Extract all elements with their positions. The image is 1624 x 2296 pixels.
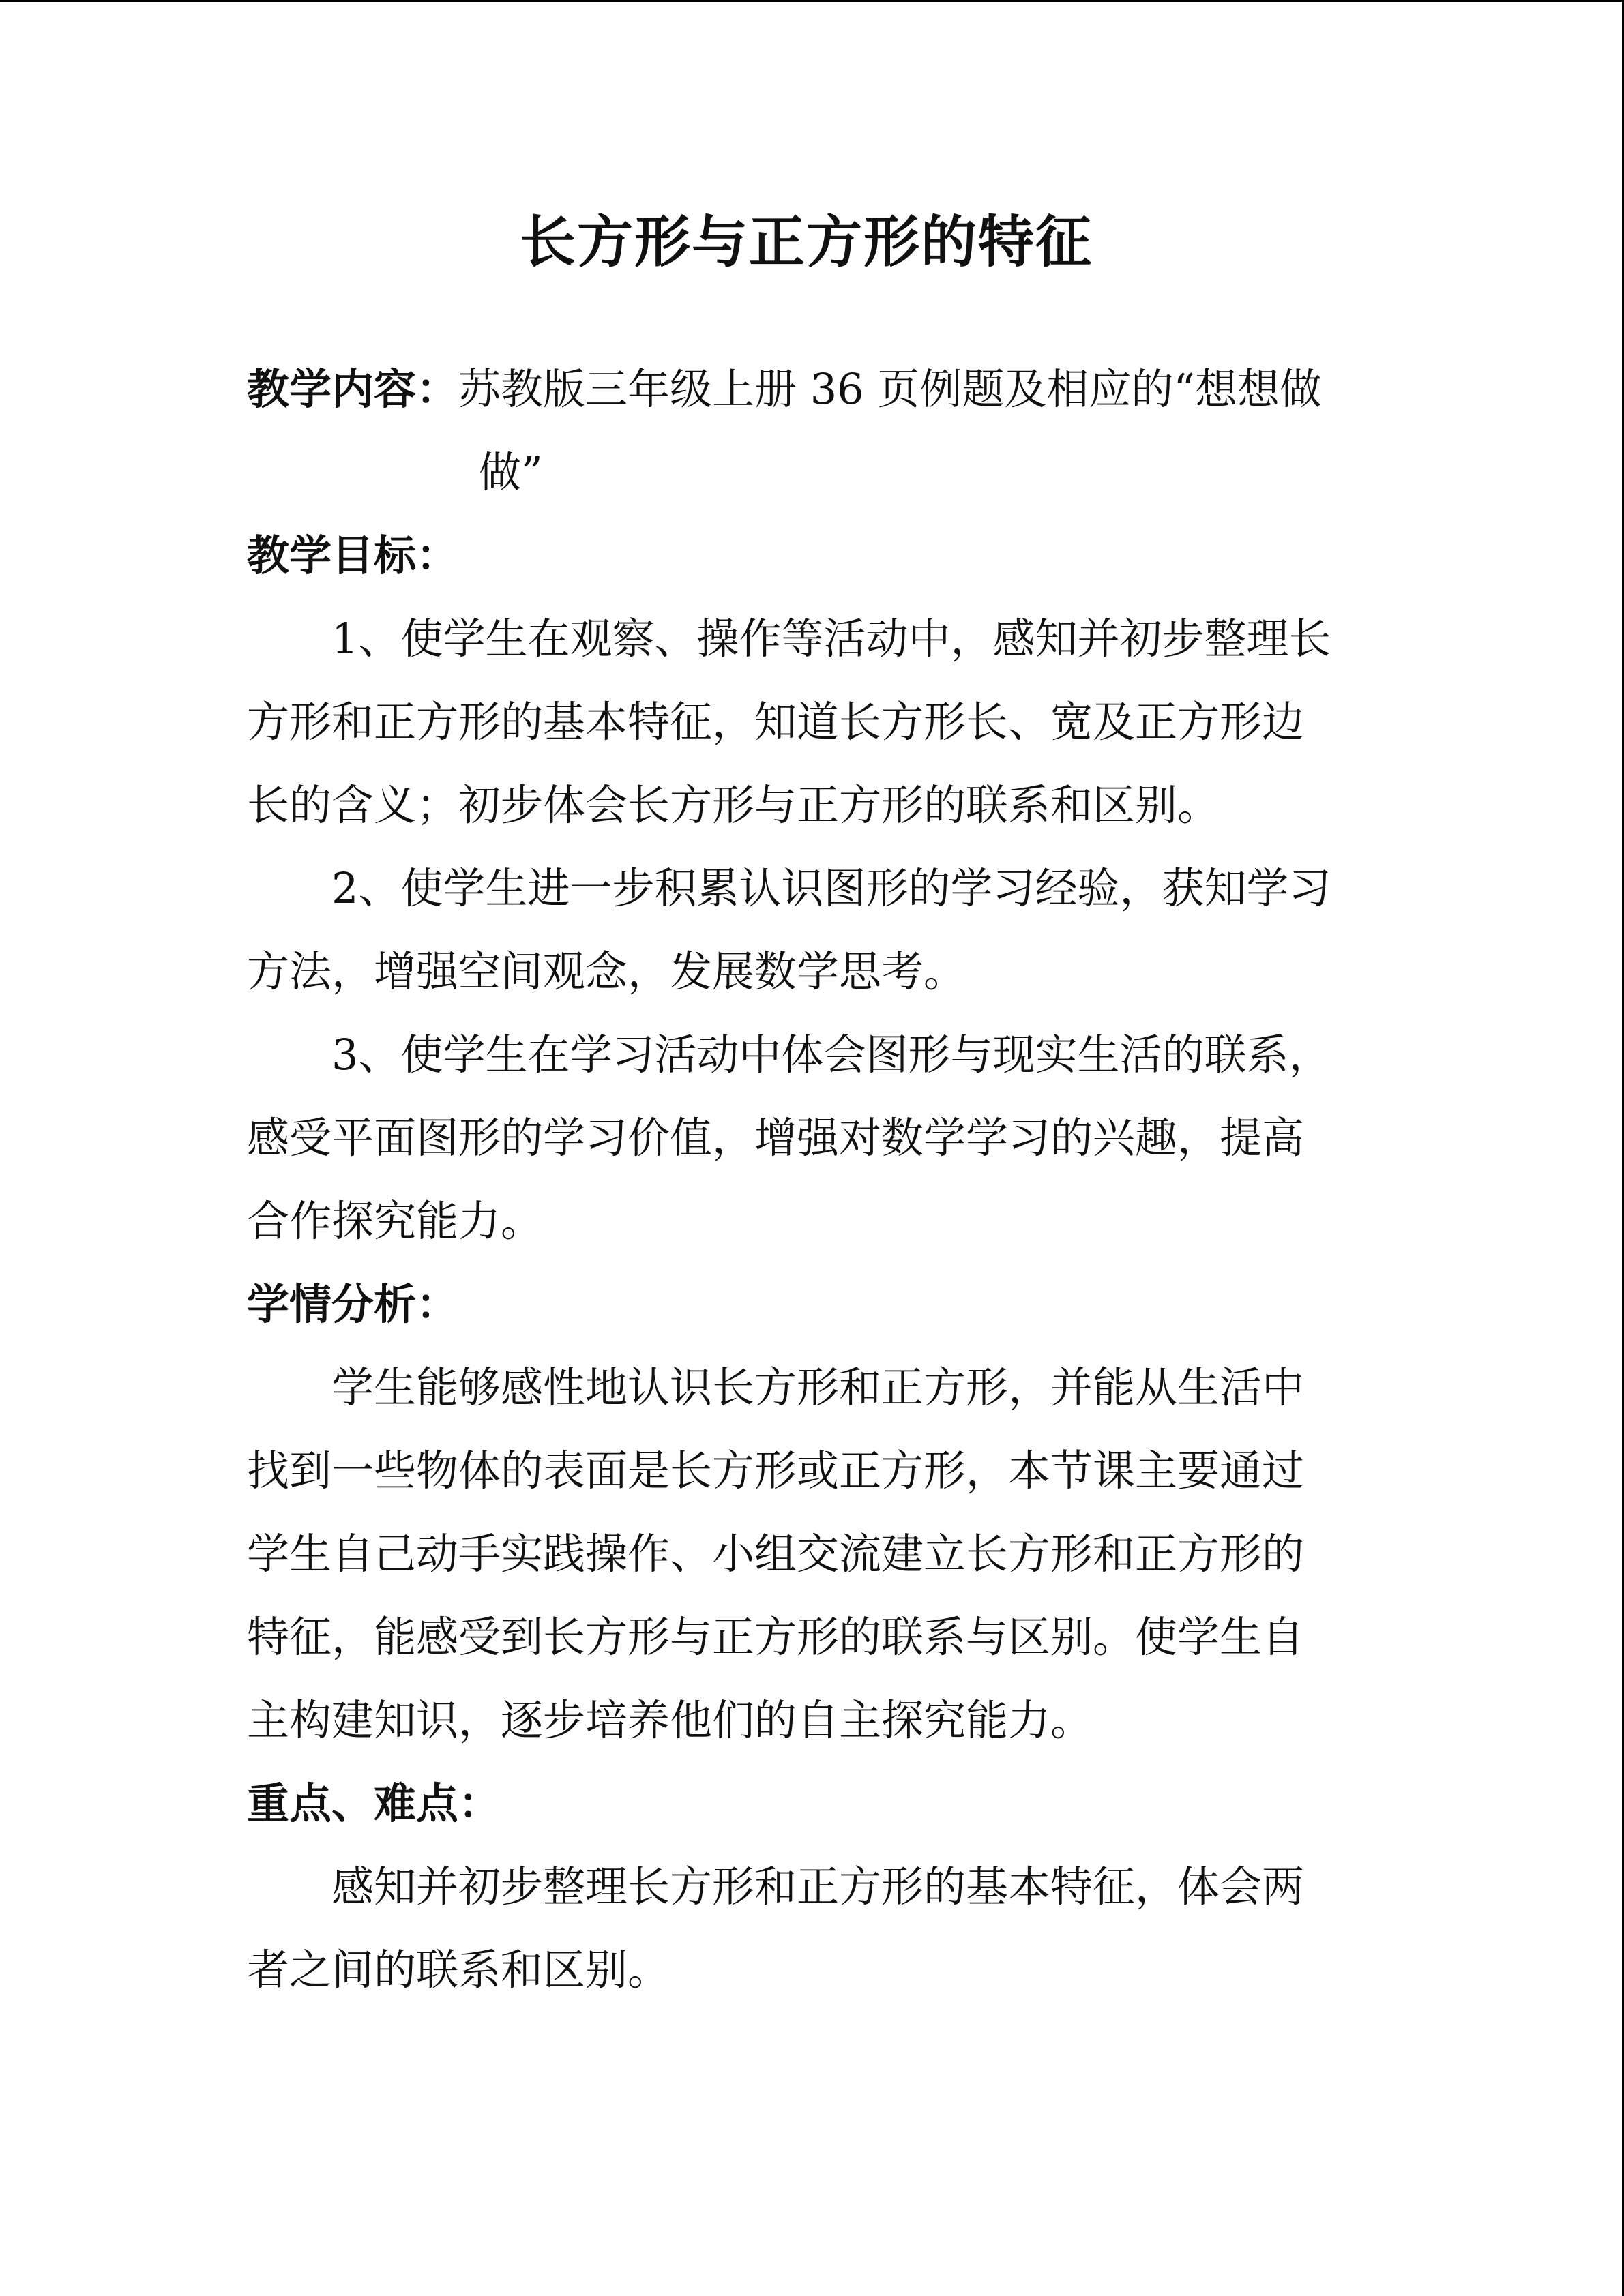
paragraph-line: 感知并初步整理长方形和正方形的基本特征，体会两 <box>331 1862 1305 1911</box>
paragraph-line: 特征，能感受到长方形与正方形的联系与区别。使学生自 <box>247 1612 1305 1662</box>
paragraph-line: 找到一些物体的表面是长方形或正方形，本节课主要通过 <box>247 1446 1305 1495</box>
paragraph-line: 学生自己动手实践操作、小组交流建立长方形和正方形的 <box>247 1529 1305 1579</box>
paragraph-line: 主构建知识，逐步培养他们的自主探究能力。 <box>247 1695 1093 1745</box>
paragraph-line: 2、使学生进一步积累认识图形的学习经验，获知学习 <box>331 863 1331 913</box>
paragraph-line: 合作探究能力。 <box>247 1196 544 1246</box>
paragraph <box>247 597 1365 847</box>
paragraph-line: 学生能够感性地认识长方形和正方形，并能从生活中 <box>331 1362 1305 1412</box>
document-body <box>247 198 1365 2012</box>
paragraph <box>247 1845 1365 2012</box>
paragraph <box>247 1346 1365 1762</box>
paragraph-line: 方形和正方形的基本特征，知道长方形长、宽及正方形边 <box>247 697 1305 747</box>
section-learner-analysis <box>247 1263 1365 1762</box>
paragraph-line: 者之间的联系和区别。 <box>247 1945 670 1995</box>
page-border-top <box>0 0 1624 2</box>
section-heading: 教学目标： <box>247 531 459 580</box>
paragraph <box>247 1013 1365 1263</box>
section-heading: 学情分析： <box>247 1279 459 1329</box>
paragraph-line: 1、使学生在观察、操作等活动中，感知并初步整理长 <box>331 614 1331 664</box>
section-heading: 重点、难点： <box>247 1778 501 1828</box>
section-continuation: 做” <box>479 447 543 497</box>
paragraph-line: 方法，增强空间观念，发展数学思考。 <box>247 946 966 996</box>
section-inline-text: 苏教版三年级上册 36 页例题及相应的“想想做 <box>458 364 1323 414</box>
document-title: 长方形与正方形的特征 <box>519 209 1093 275</box>
paragraph <box>247 847 1365 1013</box>
paragraph-line: 感受平面图形的学习价值，增强对数学学习的兴趣，提高 <box>247 1113 1305 1163</box>
section-key-points <box>247 1762 1365 2012</box>
paragraph-line: 长的含义；初步体会长方形与正方形的联系和区别。 <box>247 780 1220 830</box>
section-teaching-content <box>247 348 1365 514</box>
section-teaching-goals <box>247 514 1365 1263</box>
section-heading: 教学内容： <box>247 364 459 414</box>
section-row <box>247 348 1365 431</box>
paragraph-line: 3、使学生在学习活动中体会图形与现实生活的联系， <box>331 1030 1331 1079</box>
